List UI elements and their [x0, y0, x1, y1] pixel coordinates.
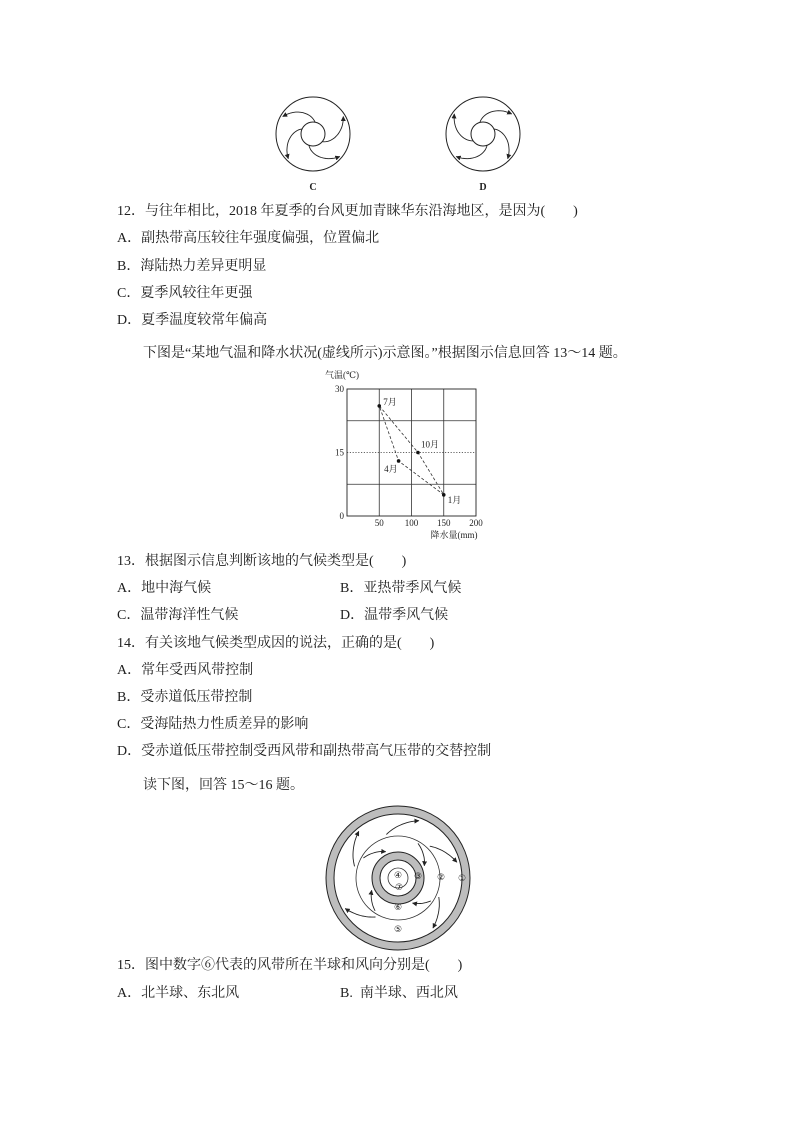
question-13-option-a: A．地中海气候: [117, 581, 212, 596]
figure-c-label: C: [309, 182, 317, 193]
chart-tick-labels: [335, 384, 483, 528]
chart-data-point: [397, 459, 401, 463]
x-tick-label: 50: [374, 518, 384, 528]
question-12-option-d: D．夏季温度较常年偏高: [117, 313, 268, 328]
figure-d-inner-circle: [471, 122, 495, 146]
chart-point-label: 4月: [384, 463, 398, 474]
question-12-option-b: B．海陆热力差异更明显: [117, 259, 267, 274]
figure-c-inner-circle: [301, 122, 325, 146]
chart-point-label: 7月: [383, 396, 397, 407]
belt-label-1: ①: [457, 874, 467, 884]
question-14-option-a: A．常年受西风带控制: [117, 663, 254, 678]
belt-label-5: ⑤: [393, 925, 403, 935]
figure-d-wind-arrow: [456, 145, 487, 158]
chart-series: [377, 397, 461, 505]
belt-label-6: ⑥: [393, 903, 403, 913]
figure-c-wind-arrow: [322, 117, 343, 142]
question-13-stem: 13．根据图示信息判断该地的气候类型是( ): [117, 554, 407, 569]
wind-belt-arrow: [433, 897, 439, 928]
intro-15-16: 读下图，回答 15～16 题。: [143, 778, 304, 793]
question-15-option-b: B. 南半球、西北风: [340, 986, 458, 1001]
y-tick-label: 15: [335, 447, 344, 458]
question-12-option-a: A．副热带高压较往年强度偏强，位置偏北: [117, 231, 380, 246]
question-15-stem: 15．图中数字⑥代表的风带所在半球和风向分别是( ): [117, 958, 463, 973]
question-12-option-c: C．夏季风较往年更强: [117, 286, 253, 301]
figure-c: [276, 97, 350, 193]
belt-label-3: ③: [413, 872, 423, 882]
x-tick-label: 100: [404, 518, 419, 528]
chart-point-label: 1月: [447, 494, 462, 505]
question-13-option-d: D．温带季风气候: [340, 608, 449, 623]
x-tick-label: 150: [437, 518, 451, 528]
figure-c-wind-arrow: [287, 129, 302, 159]
y-tick-label: 30: [335, 384, 344, 394]
y-axis-label: 气温(℃): [324, 370, 360, 380]
y-tick-label: 0: [339, 511, 344, 521]
wind-belt-arrow: [353, 831, 359, 866]
figure-c-wind-arrow: [283, 112, 315, 122]
x-axis-label: 降水量(mm): [430, 530, 478, 540]
question-14-stem: 14．有关该地气候类型成因的说法，正确的是( ): [117, 636, 435, 651]
chart-data-point: [416, 451, 420, 455]
belt-label-4: ④: [393, 871, 403, 881]
question-13-option-c: C．温带海洋性气候: [117, 608, 239, 623]
wind-belt-arrow: [371, 890, 375, 911]
figure-d-wind-arrow: [494, 129, 509, 159]
figure-d-label: D: [479, 182, 487, 193]
figure-d-arrows: [454, 111, 512, 159]
question-14-option-d: D．受赤道低压带控制受西风带和副热带高气压带的交替控制: [117, 744, 492, 759]
question-12-stem: 12．与往年相比，2018 年夏季的台风更加青睐华东沿海地区，是因为( ): [117, 204, 578, 219]
belt-label-2: ②: [436, 873, 446, 883]
question-14-option-c: C．受海陆热力性质差异的影响: [117, 717, 309, 732]
chart-point-label: 10月: [420, 439, 439, 450]
x-tick-label: 200: [469, 518, 483, 528]
climate-chart: [320, 365, 500, 545]
wind-belt-arrow: [386, 821, 419, 835]
wind-belt-diagram: [318, 798, 478, 958]
figure-d-wind-arrow: [480, 111, 512, 123]
question-14-option-b: B．受赤道低压带控制: [117, 690, 253, 705]
chart-data-point: [377, 404, 381, 408]
figure-c-outer-circle: [276, 97, 350, 171]
figure-d-outer-circle: [446, 97, 520, 171]
chart-data-point: [442, 493, 446, 497]
figure-c-wind-arrow: [309, 145, 340, 158]
figure-d-wind-arrow: [454, 114, 473, 141]
question-13-option-b: B．亚热带季风气候: [340, 581, 462, 596]
question-15-option-a: A．北半球、东北风: [117, 986, 240, 1001]
figure-d: [446, 97, 520, 193]
pressure-system-figures: [260, 90, 540, 195]
figure-c-arrows: [283, 112, 344, 159]
wind-belt-arrow: [413, 901, 431, 904]
intro-13-14: 下图是“某地气温和降水状况(虚线所示)示意图。”根据图示信息回答 13～14 题。: [143, 346, 627, 361]
belt-label-7: ⑦: [394, 883, 404, 893]
wind-belt-arrow: [430, 846, 457, 862]
